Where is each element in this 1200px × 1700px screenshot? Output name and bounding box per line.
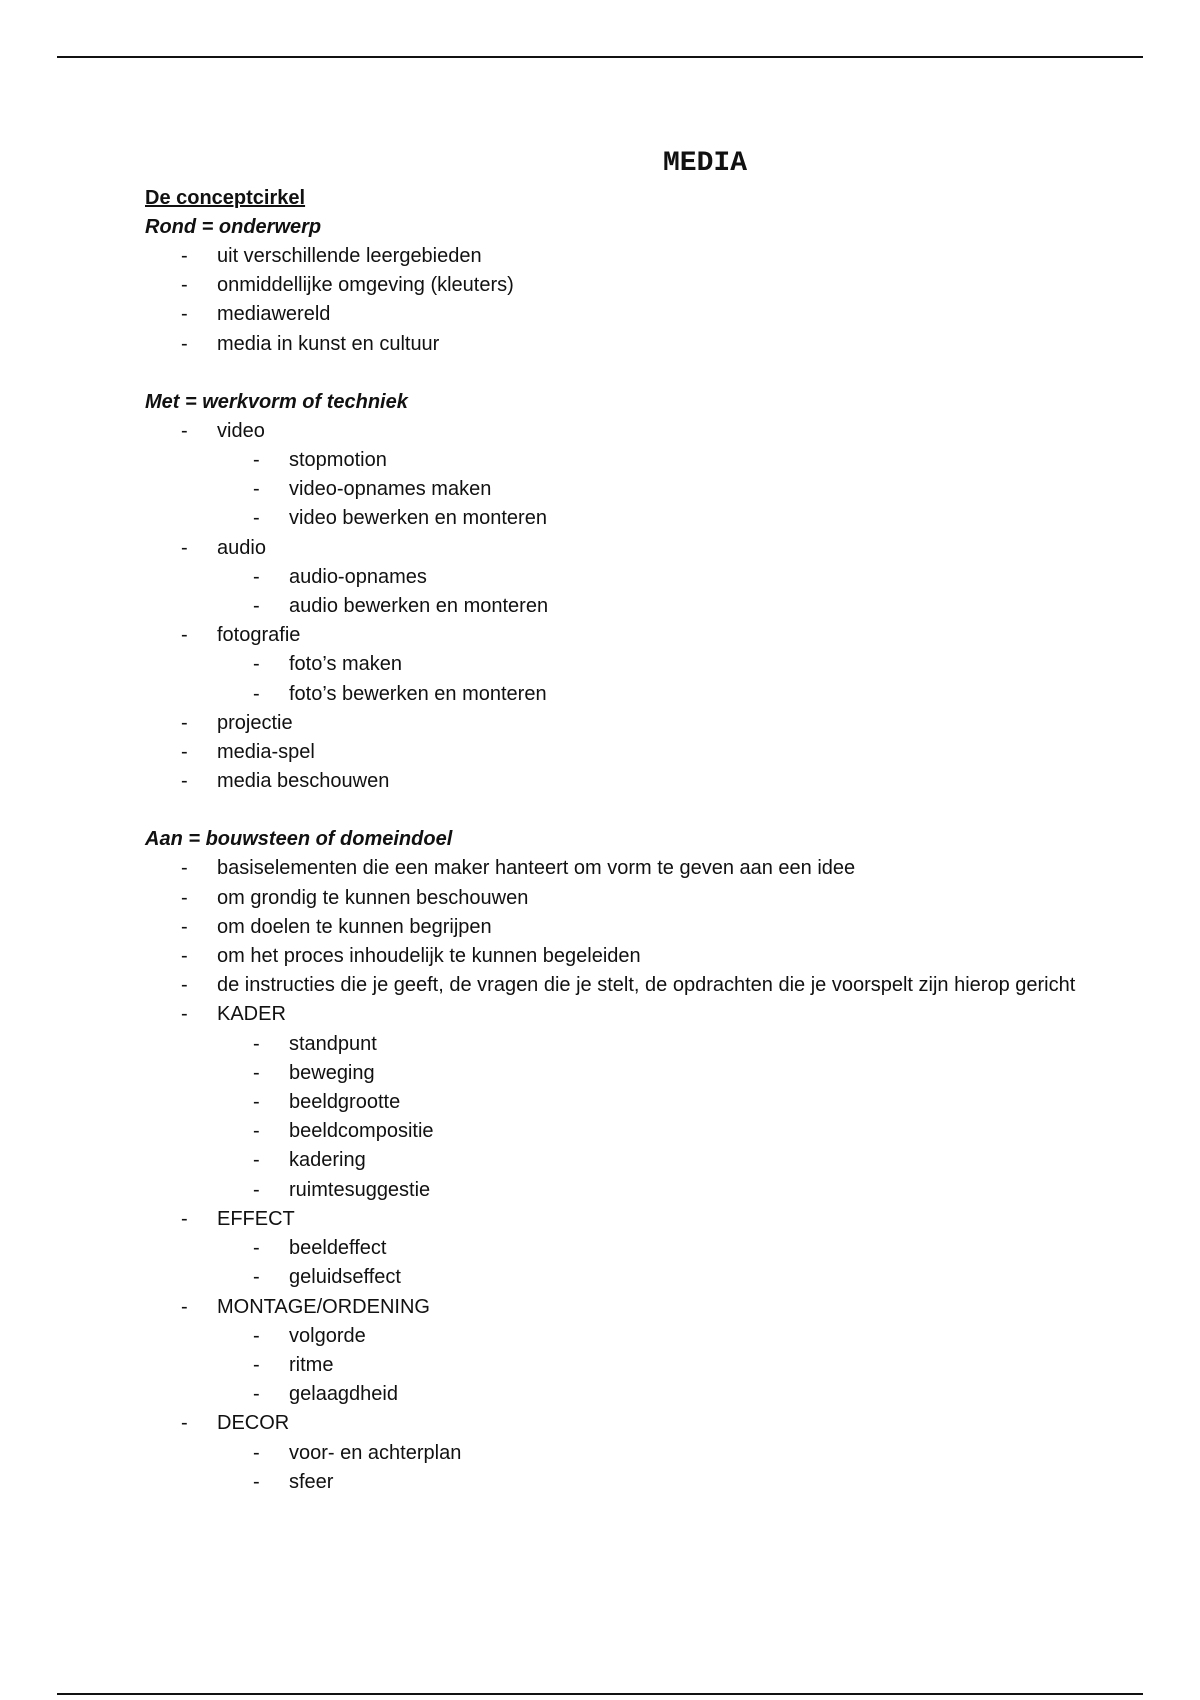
list-item — [145, 621, 1105, 709]
list-item-label: video — [217, 419, 265, 442]
list-item — [145, 300, 1105, 329]
list-item — [145, 330, 1105, 359]
sub-list-item: - kadering — [217, 1146, 1105, 1175]
list-item — [145, 942, 1105, 971]
section-heading: Aan = bouwsteen of domeindoel — [145, 828, 453, 851]
list-item — [145, 1000, 1105, 1204]
section-gap — [145, 359, 1105, 388]
list-item-label: om grondig te kunnen beschouwen — [217, 886, 529, 909]
list-item — [145, 884, 1105, 913]
sub-list-item: - standpunt — [217, 1030, 1105, 1059]
section-heading: Met = werkvorm of techniek — [145, 390, 408, 413]
list-item — [145, 709, 1105, 738]
section-heading: Rond = onderwerp — [145, 216, 322, 238]
sub-list-item: - voor- en achterplan — [217, 1439, 1105, 1468]
list-item-label: de instructies die je geeft, de vragen die je stelt, de opdrachten die je voorspelt zijn hierop gericht — [217, 974, 1076, 997]
sub-list-item: - beweging — [217, 1059, 1105, 1088]
list-item — [145, 738, 1105, 767]
sub-list-item: - audio bewerken en monteren — [217, 592, 1105, 621]
sub-list-item: - geluidseffect — [217, 1263, 1105, 1292]
sub-list-item: - audio-opnames — [217, 563, 1105, 592]
sub-list — [217, 1030, 1105, 1205]
document-body — [145, 144, 1105, 1497]
list-item-label: uit verschillende leergebieden — [217, 245, 482, 267]
list-item-label: mediawereld — [217, 303, 331, 326]
sub-list-item: - video-opnames maken — [217, 475, 1105, 504]
list-item — [145, 271, 1105, 300]
bullet-list — [145, 854, 1105, 1496]
list-item — [145, 854, 1105, 883]
list-item-label: EFFECT — [217, 1207, 295, 1230]
bullet-list — [145, 417, 1105, 797]
sub-list-item: - beeldeffect — [217, 1234, 1105, 1263]
list-item-label: onmiddellijke omgeving (kleuters) — [217, 274, 514, 297]
list-item-label: om doelen te kunnen begrijpen — [217, 915, 492, 938]
bottom-rule — [57, 1693, 1143, 1695]
sub-list-item: - foto’s bewerken en monteren — [217, 680, 1105, 709]
list-item-label: basiselementen die een maker hanteert om vorm te geven aan een idee — [217, 857, 856, 880]
list-item — [145, 1293, 1105, 1410]
list-item-label: KADER — [217, 1003, 286, 1026]
sub-list-item: - foto’s maken — [217, 650, 1105, 679]
sub-list-item: - beeldgrootte — [217, 1088, 1105, 1117]
sub-list — [217, 446, 1105, 534]
list-item — [145, 971, 1105, 1000]
sub-list-item: - ruimtesuggestie — [217, 1176, 1105, 1205]
list-item-label: fotografie — [217, 624, 301, 647]
list-item — [145, 417, 1105, 534]
bullet-list — [145, 242, 1105, 359]
sub-list — [217, 563, 1105, 621]
sub-list-item: - gelaagdheid — [217, 1380, 1105, 1409]
sub-list-item: - video bewerken en monteren — [217, 504, 1105, 533]
sub-list — [217, 650, 1105, 708]
sub-list — [217, 1322, 1105, 1410]
sub-list-item: - beeldcompositie — [217, 1117, 1105, 1146]
sub-list-item: - ritme — [217, 1351, 1105, 1380]
list-item-label: media beschouwen — [217, 770, 390, 793]
sub-list-item: - sfeer — [217, 1468, 1105, 1497]
list-item-label: audio — [217, 536, 266, 559]
list-item-label: MONTAGE/ORDENING — [217, 1295, 430, 1318]
list-item-label: DECOR — [217, 1412, 290, 1435]
sub-list-item: - volgorde — [217, 1322, 1105, 1351]
list-item — [145, 534, 1105, 622]
list-item-label: projectie — [217, 711, 293, 734]
list-item — [145, 242, 1105, 271]
list-item-label: media in kunst en cultuur — [217, 332, 440, 355]
page-title: MEDIA — [662, 148, 747, 179]
list-item — [145, 1205, 1105, 1293]
section-gap — [145, 796, 1105, 825]
sections — [145, 213, 1105, 1497]
subtitle: De conceptcirkel — [145, 187, 306, 209]
list-item-label: om het proces inhoudelijk te kunnen begeleiden — [217, 945, 641, 968]
list-item-label: media-spel — [217, 741, 315, 764]
list-item — [145, 1409, 1105, 1497]
list-item — [145, 767, 1105, 796]
list-item — [145, 913, 1105, 942]
sub-list — [217, 1234, 1105, 1292]
sub-list — [217, 1439, 1105, 1497]
top-rule — [57, 56, 1143, 58]
sub-list-item: - stopmotion — [217, 446, 1105, 475]
